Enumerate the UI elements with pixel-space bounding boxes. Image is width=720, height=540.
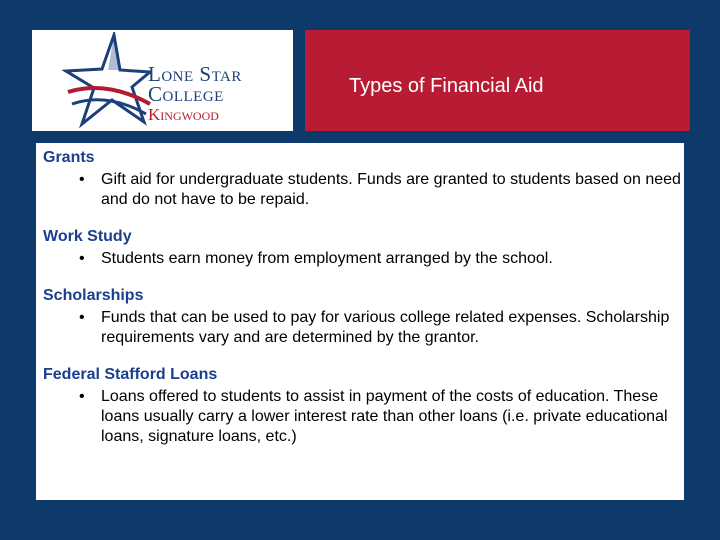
bullet-text: Gift aid for undergraduate students. Funds are granted to students based on need and do not have to be repaid. [101, 171, 681, 208]
bullet-item [43, 170, 684, 210]
bullet-text: Loans offered to students to assist in payment of the costs of education. These loans usually carry a lower interest rate than other loans (i.e. private educational loans, signature loans, etc.) [101, 388, 668, 445]
star-icon [62, 32, 152, 128]
content-panel [36, 143, 684, 500]
section-heading: Work Study [43, 228, 132, 245]
bullet-item [43, 249, 684, 269]
page-title: Types of Financial Aid [349, 75, 544, 97]
bullet-dot: • [79, 309, 85, 326]
bullet-dot: • [79, 250, 85, 267]
section-federal-stafford-loans [43, 365, 684, 447]
logo-line-kingwood: Kingwood [148, 105, 219, 124]
college-logo [32, 30, 293, 131]
section-work-study [43, 227, 684, 269]
logo-wordmark [148, 64, 242, 123]
bullet-text: Students earn money from employment arranged by the school. [101, 250, 553, 267]
logo-line-lone-star: Lone Star [148, 62, 242, 86]
logo-line-college: College [148, 82, 224, 106]
section-heading: Grants [43, 149, 95, 166]
bullet-item [43, 387, 684, 447]
bullet-dot: • [79, 171, 85, 188]
title-banner [305, 30, 690, 131]
bullet-dot: • [79, 388, 85, 405]
bullet-text: Funds that can be used to pay for various college related expenses. Scholarship requirements vary and are determined by the grantor. [101, 309, 670, 346]
section-grants [43, 148, 684, 210]
section-scholarships [43, 286, 684, 348]
section-heading: Federal Stafford Loans [43, 366, 218, 383]
section-heading: Scholarships [43, 287, 144, 304]
bullet-item [43, 308, 684, 348]
